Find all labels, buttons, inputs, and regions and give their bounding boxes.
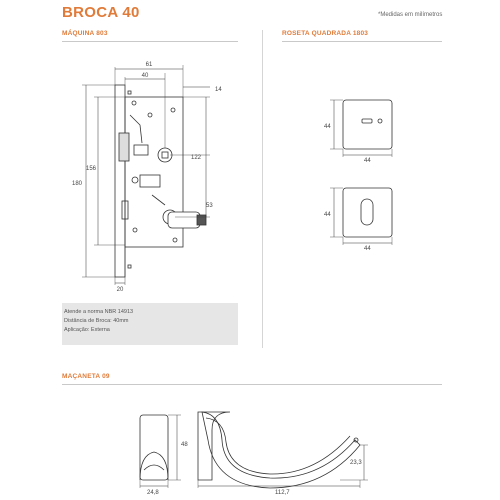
units-note: *Medidas em milímetros [378,12,443,18]
rose2-height: 44 [324,212,331,218]
rose1-width: 44 [364,158,371,164]
dim-53: 53 [206,203,213,209]
dim-14: 14 [215,87,222,93]
handle-rose-base [198,412,230,480]
dim-61: 61 [145,62,153,68]
thumbturn-slot [362,119,372,123]
lock-body-drawing [70,55,240,295]
section-rule-handle [62,384,442,385]
spindle-hub [158,148,172,162]
rose-square-2 [343,188,392,237]
rose-thumbturn-drawing [320,95,420,165]
spec-application: Aplicação: Externa [64,327,110,333]
handle-height-48: 48 [181,442,188,448]
spec-drill-distance: Distância de Broca: 40mm [64,318,129,324]
page-title: BROCA 40 [62,4,140,21]
dim-20: 20 [116,287,124,293]
handle-neck [140,415,168,480]
handle-grip-end [140,452,168,480]
handle-width-1127: 112,7 [275,490,290,495]
handle-side-view [125,400,195,495]
faceplate [115,85,125,277]
rose2-width: 44 [364,246,371,252]
dim-156: 156 [86,166,97,172]
handle-top-view [190,400,380,495]
handle-height-233: 23,3 [350,460,362,466]
section-title-lock: MÁQUINA 803 [62,30,108,37]
rose-square-1 [343,100,392,149]
dim-40: 40 [141,73,149,79]
handle-width-248: 24,8 [147,490,159,495]
section-title-rose: ROSETA QUADRADA 1803 [282,30,369,37]
spec-standard: Atende a norma NBR 14913 [64,309,134,315]
cylinder [168,212,200,228]
dim-122: 122 [191,155,202,161]
section-rule-rose [282,41,442,42]
section-rule-lock [62,41,238,42]
section-title-handle: MAÇANETA 09 [62,373,110,380]
rose1-height: 44 [324,124,331,130]
rose-cylinder-drawing [320,183,420,253]
handle-lever [202,412,360,488]
column-divider [262,30,263,348]
spec-info-box [62,303,238,345]
latch-bolt [119,133,129,161]
cylinder-key [197,215,206,225]
cylinder-hole [361,199,373,225]
dim-180: 180 [72,181,83,187]
